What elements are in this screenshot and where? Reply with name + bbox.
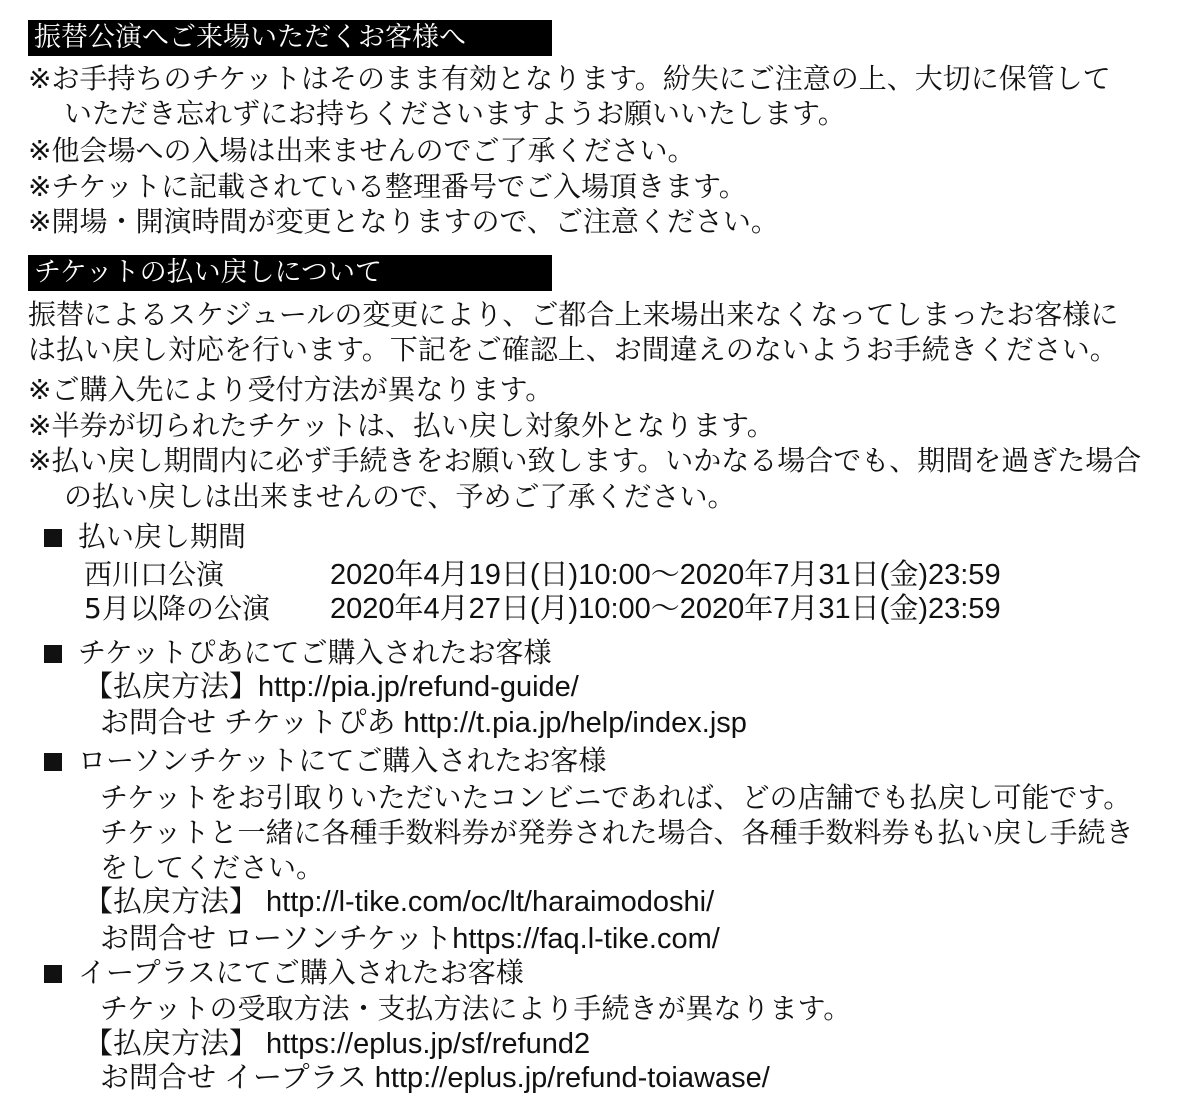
note-line: ※半券が切られたチケットは、払い戻し対象外となります。: [28, 409, 775, 442]
section-title-refund: チケットの払い戻しについて: [28, 255, 552, 291]
lawson-refund-method[interactable]: 【払戻方法】 http://l-tike.com/oc/lt/haraimodoshi/: [84, 886, 715, 918]
square-bullet-icon: [44, 529, 62, 547]
period-value: 2020年4月19日(日)10:00〜2020年7月31日(金)23:59: [330, 559, 1001, 591]
intro-line: 振替によるスケジュールの変更により、ご都合上来場出来なくなってしまったお客様に: [28, 298, 1119, 331]
eplus-contact[interactable]: お問合せ イープラス http://eplus.jp/refund-toiawase/: [100, 1062, 770, 1094]
notice-line: ※チケットに記載されている整理番号でご入場頂きます。: [28, 170, 747, 203]
period-label: 西川口公演: [84, 558, 225, 591]
note-line: ※ご購入先により受付方法が異なります。: [28, 373, 554, 406]
section-title-venue-change: 振替公演へご来場いただくお客様へ: [28, 20, 552, 56]
notice-line: いただき忘れずにお持ちくださいますようお願いいたします。: [64, 97, 846, 130]
eplus-refund-method[interactable]: 【払戻方法】 https://eplus.jp/sf/refund2: [84, 1028, 591, 1060]
pia-contact[interactable]: お問合せ チケットぴあ http://t.pia.jp/help/index.jsp: [100, 707, 747, 739]
notice-line: ※他会場への入場は出来ませんのでご了承ください。: [28, 134, 696, 167]
period-label: 5月以降の公演: [84, 592, 270, 625]
note-line: ※払い戻し期間内に必ず手続きをお願い致します。いかなる場合でも、期間を過ぎた場合: [28, 444, 1142, 477]
period-value: 2020年4月27日(月)10:00〜2020年7月31日(金)23:59: [330, 593, 1001, 625]
lawson-heading: ローソンチケットにてご購入されたお客様: [44, 744, 606, 778]
intro-line: は払い戻し対応を行います。下記をご確認上、お間違えのないようお手続きください。: [28, 333, 1118, 366]
eplus-line: チケットの受取方法・支払方法により手続きが異なります。: [100, 992, 852, 1025]
period-row: [84, 592, 1001, 626]
notice-line: ※お手持ちのチケットはそのまま有効となります。紛失にご注意の上、大切に保管して: [28, 62, 1111, 95]
lawson-contact[interactable]: お問合せ ローソンチケットhttps://faq.l-tike.com/: [100, 923, 720, 955]
pia-refund-method[interactable]: 【払戻方法】http://pia.jp/refund-guide/: [84, 671, 579, 703]
lawson-line: をしてください。: [100, 851, 325, 884]
notice-line: ※開場・開演時間が変更となりますので、ご注意ください。: [28, 205, 779, 238]
note-line: の払い戻しは出来ませんので、予めご了承ください。: [64, 480, 736, 513]
lawson-line: チケットと一緒に各種手数料券が発券された場合、各種手数料券も払い戻し手続き: [100, 816, 1134, 849]
square-bullet-icon: [44, 965, 62, 983]
eplus-heading: イープラスにてご購入されたお客様: [44, 956, 524, 990]
square-bullet-icon: [44, 645, 62, 663]
square-bullet-icon: [44, 753, 62, 771]
pia-heading: チケットぴあにてご購入されたお客様: [44, 636, 551, 670]
refund-period-heading: 払い戻し期間: [44, 520, 246, 554]
period-row: [84, 558, 1001, 592]
lawson-line: チケットをお引取りいただいたコンビニであれば、どの店舗でも払戻し可能です。: [100, 781, 1132, 814]
